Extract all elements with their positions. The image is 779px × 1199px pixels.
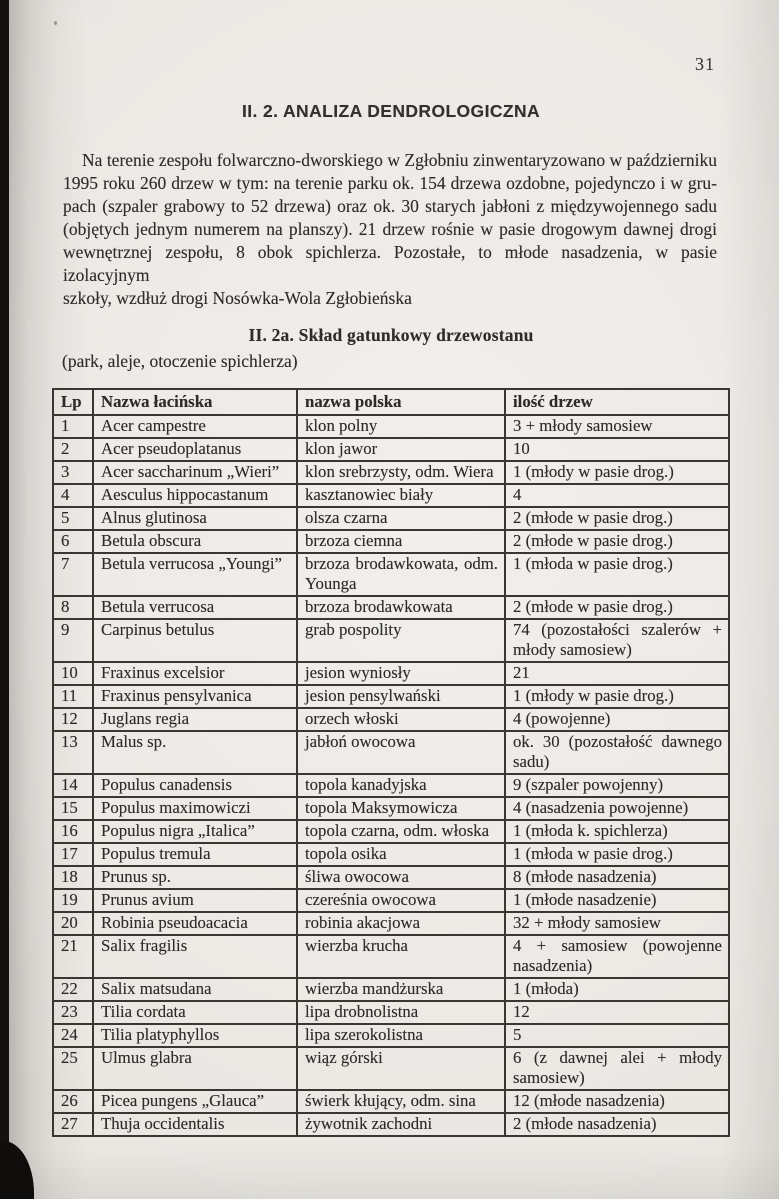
table-row — [53, 1047, 729, 1090]
table-cell: Picea pungens „Glauca” — [93, 1090, 297, 1113]
table-header-cell: Nazwa łacińska — [93, 389, 297, 415]
table-cell: 1 (młoda k. spichlerza) — [505, 820, 729, 843]
table-cell: Fraxinus pensylvanica — [93, 685, 297, 708]
table-cell: 21 — [505, 662, 729, 685]
table-cell: lipa drobnolistna — [297, 1001, 505, 1024]
book-spine-shadow — [0, 0, 9, 1199]
table-cell: robinia akacjowa — [297, 912, 505, 935]
table-cell: śliwa owocowa — [297, 866, 505, 889]
table-row — [53, 820, 729, 843]
row-number-cell: 2 — [53, 438, 93, 461]
table-cell: 2 (młode w pasie drog.) — [505, 530, 729, 553]
table-row — [53, 708, 729, 731]
page-corner-shadow — [0, 1141, 34, 1199]
table-cell: kasztanowiec biały — [297, 484, 505, 507]
table-row — [53, 866, 729, 889]
paragraph-line: szkoły, wzdłuż drogi Nosówka-Wola Zgłobieńska — [63, 288, 412, 308]
table-row — [53, 774, 729, 797]
paragraph-line: wewnętrznej zespołu, 8 obok spichlerza. Pozostałe, to młode nasadzenia, w pasie izolacyjnym — [63, 242, 717, 285]
table-cell: Juglans regia — [93, 708, 297, 731]
table-cell: 8 (młode nasadzenia) — [505, 866, 729, 889]
table-cell: 3 + młody samosiew — [505, 415, 729, 438]
row-number-cell: 1 — [53, 415, 93, 438]
table-cell: 12 — [505, 1001, 729, 1024]
table-row — [53, 507, 729, 530]
table-cell: Tilia platyphyllos — [93, 1024, 297, 1047]
row-number-cell: 16 — [53, 820, 93, 843]
table-cell: wiąz górski — [297, 1047, 505, 1090]
row-number-cell: 26 — [53, 1090, 93, 1113]
table-cell: klon jawor — [297, 438, 505, 461]
table-cell: Salix fragilis — [93, 935, 297, 978]
table-cell: 4 (powojenne) — [505, 708, 729, 731]
scan-speck — [54, 21, 57, 25]
table-header-cell: ilość drzew — [505, 389, 729, 415]
table-cell: jabłoń owocowa — [297, 731, 505, 774]
table-cell: 1 (młody w pasie drog.) — [505, 461, 729, 484]
table-row — [53, 1113, 729, 1136]
section-title: II. 2. ANALIZA DENDROLOGICZNA — [241, 101, 541, 121]
table-cell: Betula verrucosa „Youngi” — [93, 553, 297, 596]
table-title: II. 2a. Skład gatunkowy drzewostanu — [248, 325, 534, 345]
table-cell: 1 (młoda w pasie drog.) — [505, 553, 729, 596]
paragraph-line: 1995 roku 260 drzew w tym: na terenie parku ok. 154 drzewa ozdobne, pojedynczo i w gru- — [63, 173, 717, 193]
paragraph-line: (objętych jednym numerem na planszy). 21 drzew rośnie w pasie drogowym dawnej drogi — [63, 219, 717, 239]
table-cell: czereśnia owocowa — [297, 889, 505, 912]
table-cell: Acer campestre — [93, 415, 297, 438]
table-cell: jesion pensylwański — [297, 685, 505, 708]
table-cell: wierzba krucha — [297, 935, 505, 978]
table-caption: (park, aleje, otoczenie spichlerza) — [62, 351, 298, 371]
row-number-cell: 25 — [53, 1047, 93, 1090]
row-number-cell: 21 — [53, 935, 93, 978]
row-number-cell: 17 — [53, 843, 93, 866]
table-cell: Aesculus hippocastanum — [93, 484, 297, 507]
paragraph-line: pach (szpaler grabowy to 52 drzewa) oraz ok. 30 starych jabłoni z międzywojennego sadu — [63, 196, 717, 216]
table-cell: 2 (młode nasadzenia) — [505, 1113, 729, 1136]
table-cell: Populus nigra „Italica” — [93, 820, 297, 843]
table-cell: 12 (młode nasadzenia) — [505, 1090, 729, 1113]
table-cell: Alnus glutinosa — [93, 507, 297, 530]
table-cell: Populus canadensis — [93, 774, 297, 797]
row-number-cell: 5 — [53, 507, 93, 530]
table-cell: 2 (młode w pasie drog.) — [505, 507, 729, 530]
table-row — [53, 843, 729, 866]
table-cell: grab pospolity — [297, 619, 505, 662]
row-number-cell: 14 — [53, 774, 93, 797]
table-cell: 2 (młode w pasie drog.) — [505, 596, 729, 619]
table-cell: 32 + młody samosiew — [505, 912, 729, 935]
intro-paragraph — [63, 149, 717, 310]
table-row — [53, 685, 729, 708]
table-cell: Acer saccharinum „Wieri” — [93, 461, 297, 484]
table-row — [53, 619, 729, 662]
table-row — [53, 978, 729, 1001]
table-cell: 4 — [505, 484, 729, 507]
table-row — [53, 596, 729, 619]
table-cell: 4 + samosiew (powojenne nasadzenia) — [505, 935, 729, 978]
row-number-cell: 19 — [53, 889, 93, 912]
table-cell: wierzba mandżurska — [297, 978, 505, 1001]
table-row — [53, 1090, 729, 1113]
table-row — [53, 553, 729, 596]
table-cell: 9 (szpaler powojenny) — [505, 774, 729, 797]
table-cell: olsza czarna — [297, 507, 505, 530]
table-header-cell: Lp — [53, 389, 93, 415]
table-cell: Populus maximowiczi — [93, 797, 297, 820]
table-cell: świerk kłujący, odm. sina — [297, 1090, 505, 1113]
row-number-cell: 11 — [53, 685, 93, 708]
table-row — [53, 797, 729, 820]
row-number-cell: 6 — [53, 530, 93, 553]
table-cell: topola kanadyjska — [297, 774, 505, 797]
row-number-cell: 8 — [53, 596, 93, 619]
table-cell: lipa szerokolistna — [297, 1024, 505, 1047]
table-cell: Prunus sp. — [93, 866, 297, 889]
table-cell: orzech włoski — [297, 708, 505, 731]
table-row — [53, 461, 729, 484]
table-row — [53, 662, 729, 685]
table-cell: klon polny — [297, 415, 505, 438]
table-row — [53, 935, 729, 978]
table-cell: Ulmus glabra — [93, 1047, 297, 1090]
table-cell: topola osika — [297, 843, 505, 866]
table-cell: 1 (młoda w pasie drog.) — [505, 843, 729, 866]
table-cell: brzoza brodawkowata — [297, 596, 505, 619]
table-cell: Thuja occidentalis — [93, 1113, 297, 1136]
row-number-cell: 27 — [53, 1113, 93, 1136]
page-number: 31 — [695, 54, 715, 74]
row-number-cell: 20 — [53, 912, 93, 935]
table-cell: 6 (z dawnej alei + młody samosiew) — [505, 1047, 729, 1090]
table-header — [53, 389, 729, 415]
table-cell: Malus sp. — [93, 731, 297, 774]
table-cell: Robinia pseudoacacia — [93, 912, 297, 935]
row-number-cell: 12 — [53, 708, 93, 731]
table-cell: Salix matsudana — [93, 978, 297, 1001]
table-cell: klon srebrzysty, odm. Wiera — [297, 461, 505, 484]
table-cell: 74 (pozostałości szalerów + młody samosiew) — [505, 619, 729, 662]
row-number-cell: 13 — [53, 731, 93, 774]
table-cell: Tilia cordata — [93, 1001, 297, 1024]
species-table — [52, 388, 730, 1137]
row-number-cell: 10 — [53, 662, 93, 685]
table-cell: topola Maksymowicza — [297, 797, 505, 820]
table-cell: ok. 30 (pozostałość dawnego sadu) — [505, 731, 729, 774]
table-row — [53, 912, 729, 935]
table-cell: Betula obscura — [93, 530, 297, 553]
table-cell: Populus tremula — [93, 843, 297, 866]
paragraph-line: Na terenie zespołu folwarczno-dworskiego w Zgłobniu zinwentaryzowano w październiku — [82, 150, 717, 170]
row-number-cell: 18 — [53, 866, 93, 889]
table-cell: Acer pseudoplatanus — [93, 438, 297, 461]
table-cell: żywotnik zachodni — [297, 1113, 505, 1136]
table-cell: 4 (nasadzenia powojenne) — [505, 797, 729, 820]
table-cell: topola czarna, odm. włoska — [297, 820, 505, 843]
row-number-cell: 3 — [53, 461, 93, 484]
table-body — [53, 415, 729, 1136]
table-row — [53, 438, 729, 461]
table-cell: brzoza brodawkowata, odm. Younga — [297, 553, 505, 596]
table-cell: Carpinus betulus — [93, 619, 297, 662]
table-cell: Betula verrucosa — [93, 596, 297, 619]
table-cell: brzoza ciemna — [297, 530, 505, 553]
table-cell: Prunus avium — [93, 889, 297, 912]
row-number-cell: 24 — [53, 1024, 93, 1047]
table-cell: jesion wyniosły — [297, 662, 505, 685]
table-cell: 1 (młoda) — [505, 978, 729, 1001]
table-cell: 10 — [505, 438, 729, 461]
table-row — [53, 731, 729, 774]
row-number-cell: 15 — [53, 797, 93, 820]
table-row — [53, 530, 729, 553]
table-row — [53, 889, 729, 912]
table-header-row — [53, 389, 729, 415]
table-cell: 1 (młode nasadzenie) — [505, 889, 729, 912]
table-row — [53, 1024, 729, 1047]
table-header-cell: nazwa polska — [297, 389, 505, 415]
table-cell: 5 — [505, 1024, 729, 1047]
table-cell: 1 (młody w pasie drog.) — [505, 685, 729, 708]
table-row — [53, 484, 729, 507]
table-cell: Fraxinus excelsior — [93, 662, 297, 685]
table-row — [53, 415, 729, 438]
row-number-cell: 22 — [53, 978, 93, 1001]
row-number-cell: 9 — [53, 619, 93, 662]
row-number-cell: 7 — [53, 553, 93, 596]
row-number-cell: 23 — [53, 1001, 93, 1024]
table-row — [53, 1001, 729, 1024]
row-number-cell: 4 — [53, 484, 93, 507]
